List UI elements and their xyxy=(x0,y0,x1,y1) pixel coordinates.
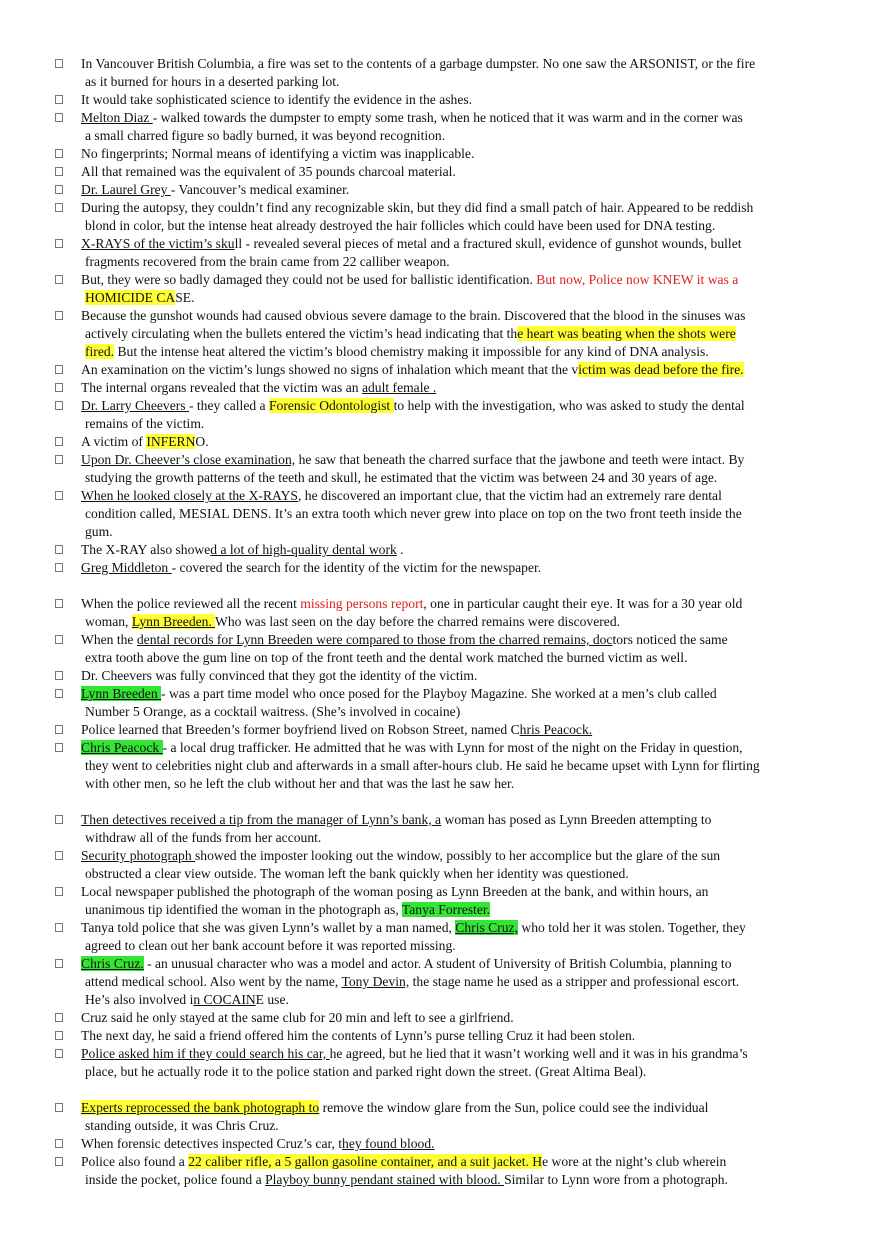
bullet-box-icon xyxy=(55,545,63,554)
text-run: It would take sophisticated science to identify the evidence in the ashes. xyxy=(81,92,473,107)
text-run: adult female . xyxy=(361,380,437,395)
bullet-item xyxy=(0,919,880,955)
text-run: Number 5 Orange, as a cocktail waitress. (She’s involved in cocaine) xyxy=(85,704,461,719)
bullet-line xyxy=(81,847,820,865)
bullet-line xyxy=(81,1063,820,1081)
bullet-item xyxy=(0,109,880,145)
text-run: Forensic Odontologist xyxy=(268,398,394,413)
bullet-item xyxy=(0,433,880,451)
bullet-box-icon xyxy=(55,923,63,932)
bullet-box-icon xyxy=(55,1157,63,1166)
bullet-item xyxy=(0,739,880,793)
text-run: unanimous tip identified the woman in the photograph as, xyxy=(85,902,402,917)
bullet-box-icon xyxy=(55,563,63,572)
bullet-box-icon xyxy=(55,743,63,752)
text-run: Lynn Breeden xyxy=(81,686,162,701)
text-run: Greg Middleton xyxy=(81,560,172,575)
bullet-box-icon xyxy=(55,1031,63,1040)
bullet-item xyxy=(0,451,880,487)
text-run: they went to celebrities night club and afterwards in a small after-hours club. He said he became upset with Lynn for flirting xyxy=(85,758,760,773)
bullet-box-icon xyxy=(55,239,63,248)
text-run: He’s also involved i xyxy=(85,992,194,1007)
text-run: as it burned for hours in a deserted parking lot. xyxy=(85,74,340,89)
text-run: standing outside, it was Chris Cruz. xyxy=(85,1118,279,1133)
bullet-line xyxy=(81,199,820,217)
text-run: e heart was beating when the shots were xyxy=(517,326,736,341)
text-run: All that remained was the equivalent of 35 pounds charcoal material. xyxy=(81,164,456,179)
bullet-line xyxy=(81,685,820,703)
text-run: - Vancouver’s medical examiner. xyxy=(170,182,350,197)
text-run: Similar to Lynn wore from a photograph. xyxy=(504,1172,728,1187)
text-run: Because the gunshot wounds had caused obvious severe damage to the brain. Discovered that the blood in the sinuses was xyxy=(81,308,746,323)
bullet-line xyxy=(81,559,820,577)
text-run: , he discovered an important clue, that the victim had an extremely rare dental xyxy=(297,488,722,503)
bullet-line xyxy=(81,217,820,235)
bullet-line xyxy=(81,505,820,523)
text-run: 22 caliber rifle, a 5 gallon gasoline container, and a suit jacket. H xyxy=(188,1154,543,1169)
text-run: Tanya Forrester. xyxy=(401,902,491,917)
bullet-box-icon xyxy=(55,1139,63,1148)
text-run: , one in particular caught their eye. It was for a 30 year old xyxy=(423,596,743,611)
bullet-item xyxy=(0,559,880,577)
bullet-line xyxy=(81,343,820,361)
text-run: a small charred figure so badly burned, it was beyond recognition. xyxy=(85,128,446,143)
bullet-line xyxy=(81,757,820,775)
text-run: A victim of xyxy=(81,434,147,449)
text-run: studying the growth patterns of the teeth and skull, he estimated that the victim was between 24 and 30 years of age. xyxy=(85,470,718,485)
bullet-line xyxy=(81,937,820,955)
bullet-line xyxy=(81,73,820,91)
text-run: Upon Dr. Cheever’s close examination, xyxy=(81,452,296,467)
bullet-line xyxy=(81,1027,820,1045)
bullet-line xyxy=(81,1117,820,1135)
text-run: An examination on the victim’s lungs showed no signs of inhalation which meant that the v xyxy=(81,362,579,377)
bullet-line xyxy=(81,451,820,469)
bullet-item xyxy=(0,1009,880,1027)
bullet-box-icon xyxy=(55,401,63,410)
text-run: Dr. Cheevers was fully convinced that they got the identity of the victim. xyxy=(81,668,478,683)
text-run: Tanya told police that she was given Lynn’s wallet by a man named, xyxy=(81,920,456,935)
text-run: place, but he actually rode it to the police station and parked right down the street. (Great Altima Beal). xyxy=(85,1064,647,1079)
bullet-line xyxy=(81,1135,820,1153)
bullet-box-icon xyxy=(55,815,63,824)
text-run: he agreed, but he lied that it wasn’t working well and it was in his grandma’s xyxy=(329,1046,748,1061)
text-run: with other men, so he left the club without her and that was the last he saw her. xyxy=(85,776,515,791)
text-run: Tony Devin, xyxy=(341,974,410,989)
text-run: When the police reviewed all the recent xyxy=(81,596,301,611)
text-run: - they called a xyxy=(188,398,269,413)
bullet-line xyxy=(81,739,820,757)
bullet-line xyxy=(81,109,820,127)
text-run: HOMICIDE CA xyxy=(85,290,176,305)
text-run: Police learned that Breeden’s former boyfriend lived on Robson Street, named C xyxy=(81,722,520,737)
bullet-box-icon xyxy=(55,59,63,68)
bullet-line xyxy=(81,325,820,343)
bullet-line xyxy=(81,1171,820,1189)
text-run: woman, xyxy=(85,614,132,629)
bullet-line xyxy=(81,145,820,163)
text-run: Police also found a xyxy=(81,1154,189,1169)
text-run: Lynn Breeden. xyxy=(131,614,216,629)
bullet-box-icon xyxy=(55,95,63,104)
bullet-item xyxy=(0,955,880,1009)
text-run: agreed to clean out her bank account before it was reported missing. xyxy=(85,938,456,953)
text-run: Then detectives received a tip from the manager of Lynn’s bank, a xyxy=(81,812,442,827)
text-run: ll - revealed several pieces of metal and a fractured skull, evidence of gunshot wounds, bullet xyxy=(234,236,742,251)
text-run: When forensic detectives inspected Cruz’s car, t xyxy=(81,1136,343,1151)
text-run: - an unusual character who was a model and actor. A student of University of British Columbia, planning to xyxy=(143,956,732,971)
bullet-line xyxy=(81,721,820,739)
bullet-box-icon xyxy=(55,113,63,122)
bullet-line xyxy=(81,991,820,1009)
bullet-line xyxy=(81,487,820,505)
bullet-item xyxy=(0,235,880,271)
text-run: . xyxy=(396,542,404,557)
bullet-item xyxy=(0,595,880,631)
bullet-item xyxy=(0,145,880,163)
bullet-item xyxy=(0,1153,880,1189)
text-run: to help with the investigation, who was asked to study the dental xyxy=(393,398,745,413)
text-run: When the xyxy=(81,632,137,647)
text-run: extra tooth above the gum line on top of the front teeth and the dental work matched the burned victim as well. xyxy=(85,650,688,665)
bullet-line xyxy=(81,595,820,613)
bullet-line xyxy=(81,1009,820,1027)
bullet-item xyxy=(0,685,880,721)
bullet-item xyxy=(0,1027,880,1045)
text-run: woman has posed as Lynn Breeden attempting to xyxy=(441,812,712,827)
text-run: O. xyxy=(195,434,209,449)
bullet-box-icon xyxy=(55,635,63,644)
bullet-item xyxy=(0,1135,880,1153)
bullet-line xyxy=(81,955,820,973)
bullet-item xyxy=(0,55,880,91)
paragraph-gap xyxy=(0,577,880,595)
text-run: SE. xyxy=(175,290,195,305)
bullet-line xyxy=(81,811,820,829)
bullet-item xyxy=(0,487,880,541)
text-run: he saw that beneath the charred surface that the jawbone and teeth were intact. By xyxy=(295,452,745,467)
text-run: ictim was dead before the fire. xyxy=(578,362,744,377)
bullet-box-icon xyxy=(55,1049,63,1058)
text-run: Local newspaper published the photograph of the woman posing as Lynn Breeden at the bank, and within hours, an xyxy=(81,884,709,899)
bullet-box-icon xyxy=(55,167,63,176)
bullet-line xyxy=(81,865,820,883)
bullet-item xyxy=(0,847,880,883)
bullet-line xyxy=(81,433,820,451)
bullet-item xyxy=(0,721,880,739)
bullet-line xyxy=(81,973,820,991)
text-run: Cruz said he only stayed at the same club for 20 min and left to see a girlfriend. xyxy=(81,1010,514,1025)
text-run: Chris Peacock xyxy=(81,740,163,755)
bullet-box-icon xyxy=(55,1013,63,1022)
bullet-line xyxy=(81,829,820,847)
bullet-box-icon xyxy=(55,203,63,212)
bullet-item xyxy=(0,667,880,685)
bullet-item xyxy=(0,541,880,559)
text-run: No fingerprints; Normal means of identifying a victim was inapplicable. xyxy=(81,146,475,161)
bullet-line xyxy=(81,775,820,793)
bullet-line xyxy=(81,649,820,667)
text-run: Chris Cruz, xyxy=(455,920,518,935)
bullet-box-icon xyxy=(55,365,63,374)
paragraph-gap xyxy=(0,793,880,811)
text-run: Chris Cruz. xyxy=(81,956,144,971)
text-run: dental records for Lynn Breeden were compared to those from the charred remains, doc xyxy=(136,632,613,647)
text-run: But now, Police now KNEW it was a xyxy=(536,272,739,287)
bullet-box-icon xyxy=(55,671,63,680)
text-run: - was a part time model who once posed for the Playboy Magazine. She worked at a men’s club called xyxy=(161,686,717,701)
text-run: The X-RAY also showe xyxy=(81,542,211,557)
text-run: d a lot of high-quality dental work xyxy=(210,542,397,557)
text-run: who told her it was stolen. Together, they xyxy=(517,920,746,935)
bullet-box-icon xyxy=(55,275,63,284)
bullet-box-icon xyxy=(55,689,63,698)
text-run: X-RAYS of the victim’s sku xyxy=(81,236,235,251)
text-run: remains of the victim. xyxy=(85,416,205,431)
bullet-line xyxy=(81,919,820,937)
bullet-box-icon xyxy=(55,149,63,158)
text-run: blond in color, but the intense heat already destroyed the hair follicles which could have been used for DNA testing. xyxy=(85,218,716,233)
text-run: Security photograph xyxy=(81,848,196,863)
text-run: But, they were so badly damaged they could not be used for ballistic identification. xyxy=(81,272,537,287)
text-run: obstructed a clear view outside. The woman left the bank quickly when her identity was questioned. xyxy=(85,866,629,881)
bullet-item xyxy=(0,379,880,397)
text-run: condition called, MESIAL DENS. It’s an extra tooth which never grew into place on top on the two front teeth inside the xyxy=(85,506,742,521)
bullet-line xyxy=(81,55,820,73)
bullet-line xyxy=(81,613,820,631)
bullet-item xyxy=(0,163,880,181)
text-run: fired. xyxy=(85,344,115,359)
text-run: - walked towards the dumpster to empty some trash, when he noticed that it was warm and in the corner was xyxy=(152,110,743,125)
bullet-item xyxy=(0,1099,880,1135)
text-run: the stage name he used as a stripper and professional escort. xyxy=(409,974,740,989)
bullet-box-icon xyxy=(55,959,63,968)
text-run: hey found blood. xyxy=(342,1136,435,1151)
text-run: fragments recovered from the brain came from 22 calliber weapon. xyxy=(85,254,450,269)
bullet-item xyxy=(0,883,880,919)
bullet-item xyxy=(0,631,880,667)
bullet-box-icon xyxy=(55,383,63,392)
text-run: e wore at the night’s club wherein xyxy=(542,1154,727,1169)
document-body xyxy=(0,55,880,1189)
bullet-line xyxy=(81,541,820,559)
text-run: - a local drug trafficker. He admitted that he was with Lynn for most of the night on the Friday in question, xyxy=(162,740,743,755)
bullet-box-icon xyxy=(55,491,63,500)
bullet-box-icon xyxy=(55,851,63,860)
bullet-line xyxy=(81,379,820,397)
text-run: missing persons report xyxy=(300,596,424,611)
bullet-box-icon xyxy=(55,599,63,608)
text-run: attend medical school. Also went by the name, xyxy=(85,974,342,989)
bullet-item xyxy=(0,199,880,235)
bullet-line xyxy=(81,469,820,487)
text-run: Dr. Larry Cheevers xyxy=(81,398,189,413)
text-run: But the intense heat altered the victim’s blood chemistry making it impossible for any kind of DNA analysis. xyxy=(114,344,709,359)
bullet-line xyxy=(81,127,820,145)
text-run: showed the imposter looking out the window, possibly to her accomplice but the glare of the sun xyxy=(195,848,721,863)
text-run: In Vancouver British Columbia, a fire was set to the contents of a garbage dumpster. No one saw the ARSONIST, or the fire xyxy=(81,56,756,71)
bullet-box-icon xyxy=(55,725,63,734)
bullet-box-icon xyxy=(55,185,63,194)
text-run: hris Peacock. xyxy=(519,722,593,737)
bullet-item xyxy=(0,307,880,361)
text-run: tors noticed the same xyxy=(612,632,728,647)
text-run: gum. xyxy=(85,524,113,539)
paragraph-gap xyxy=(0,1081,880,1099)
bullet-line xyxy=(81,415,820,433)
text-run: remove the window glare from the Sun, police could see the individual xyxy=(319,1100,709,1115)
text-run: The internal organs revealed that the victim was an xyxy=(81,380,362,395)
text-run: Melton Diaz xyxy=(81,110,153,125)
text-run: Experts reprocessed the bank photograph to xyxy=(81,1100,320,1115)
bullet-line xyxy=(81,163,820,181)
bullet-line xyxy=(81,181,820,199)
bullet-line xyxy=(81,1045,820,1063)
bullet-line xyxy=(81,235,820,253)
bullet-box-icon xyxy=(55,437,63,446)
bullet-item xyxy=(0,361,880,379)
bullet-line xyxy=(81,253,820,271)
bullet-line xyxy=(81,883,820,901)
bullet-line xyxy=(81,1099,820,1117)
text-run: actively circulating when the bullets entered the victim’s head indicating that th xyxy=(85,326,518,341)
text-run: - covered the search for the identity of the victim for the newspaper. xyxy=(171,560,542,575)
bullet-line xyxy=(81,271,820,289)
bullet-box-icon xyxy=(55,311,63,320)
text-run: withdraw all of the funds from her account. xyxy=(85,830,322,845)
bullet-line xyxy=(81,397,820,415)
bullet-line xyxy=(81,91,820,109)
text-run: INFERN xyxy=(146,434,196,449)
bullet-box-icon xyxy=(55,1103,63,1112)
text-run: Playboy bunny pendant stained with blood. xyxy=(265,1172,505,1187)
bullet-line xyxy=(81,631,820,649)
text-run: Dr. Laurel Grey xyxy=(81,182,171,197)
text-run: Police asked him if they could search his car, xyxy=(81,1046,330,1061)
text-run: The next day, he said a friend offered him the contents of Lynn’s purse telling Cruz it had been stolen. xyxy=(81,1028,636,1043)
bullet-line xyxy=(81,289,820,307)
bullet-line xyxy=(81,307,820,325)
text-run: Who was last seen on the day before the charred remains were discovered. xyxy=(215,614,621,629)
bullet-line xyxy=(81,901,820,919)
bullet-line xyxy=(81,703,820,721)
bullet-item xyxy=(0,397,880,433)
bullet-line xyxy=(81,361,820,379)
bullet-line xyxy=(81,523,820,541)
text-run: E use. xyxy=(255,992,289,1007)
bullet-item xyxy=(0,271,880,307)
bullet-item xyxy=(0,1045,880,1081)
bullet-item xyxy=(0,181,880,199)
text-run: During the autopsy, they couldn’t find any recognizable skin, but they did find a small patch of hair. Appeared to be reddish xyxy=(81,200,754,215)
bullet-box-icon xyxy=(55,887,63,896)
bullet-box-icon xyxy=(55,455,63,464)
text-run: When he looked closely at the X-RAYS xyxy=(81,488,298,503)
text-run: inside the pocket, police found a xyxy=(85,1172,266,1187)
text-run: n COCAIN xyxy=(193,992,256,1007)
bullet-item xyxy=(0,811,880,847)
bullet-item xyxy=(0,91,880,109)
bullet-line xyxy=(81,667,820,685)
bullet-line xyxy=(81,1153,820,1171)
